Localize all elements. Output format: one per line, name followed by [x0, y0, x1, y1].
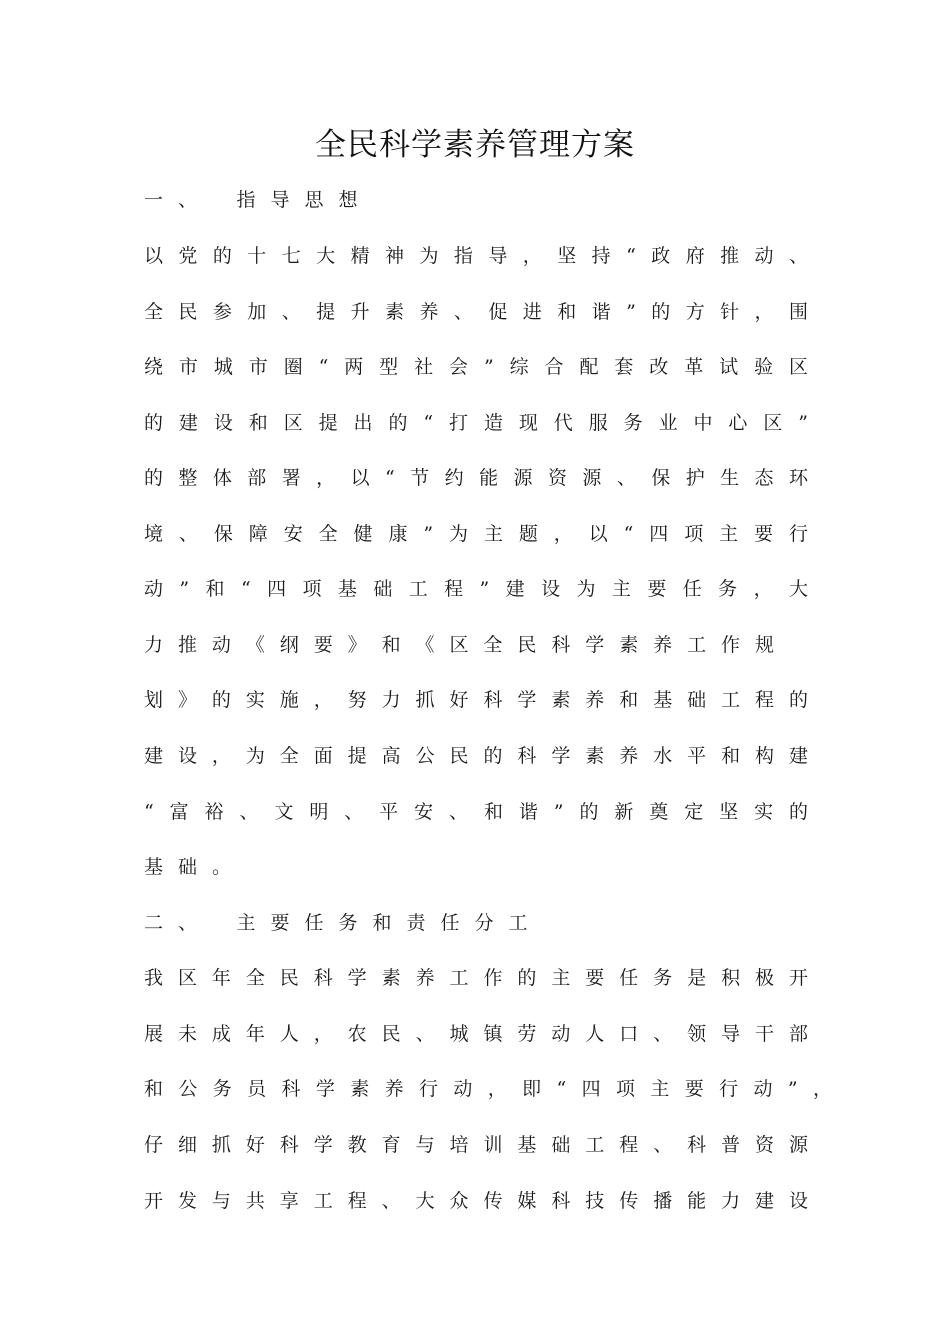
section-heading-1: 一、 指导思想 — [144, 189, 373, 211]
paragraph-line: 以党的十七大精神为指导，坚持“政府推动、 — [144, 245, 808, 267]
paragraph-line: 划》的实施，努力抓好科学素养和基础工程的 — [144, 689, 808, 711]
paragraph-line: 的建设和区提出的“打造现代服务业中心区” — [144, 412, 808, 434]
paragraph-line: “富裕、文明、平安、和谐”的新奠定坚实的 — [144, 801, 808, 823]
paragraph-line: 展未成年人，农民、城镇劳动人口、领导干部 — [144, 1023, 808, 1045]
paragraph-line: 境、保障安全健康”为主题，以“四项主要行 — [144, 523, 808, 545]
paragraph-line: 动”和“四项基础工程”建设为主要任务，大 — [144, 578, 808, 600]
document-title: 全民科学素养管理方案 — [315, 127, 635, 163]
paragraph-line: 和公务员科学素养行动，即“四项主要行动”， — [144, 1078, 832, 1100]
paragraph-line: 绕市城市圈“两型社会”综合配套改革试验区 — [144, 356, 808, 378]
paragraph-line: 开发与共享工程、大众传媒科技传播能力建设 — [144, 1190, 808, 1212]
paragraph-line: 仔细抓好科学教育与培训基础工程、科普资源 — [144, 1134, 808, 1156]
paragraph-line: 基础。 — [144, 856, 247, 878]
paragraph-line: 全民参加、提升素养、促进和谐”的方针，围 — [144, 301, 808, 323]
section-heading-2: 二、 主要任务和责任分工 — [144, 912, 543, 934]
paragraph-line: 的整体部署，以“节约能源资源、保护生态环 — [144, 467, 808, 489]
paragraph-line: 力推动《纲要》和《区全民科学素养工作规 — [144, 634, 774, 656]
paragraph-line: 建设，为全面提高公民的科学素养水平和构建 — [144, 745, 808, 767]
paragraph-line: 我区年全民科学素养工作的主要任务是积极开 — [144, 967, 808, 989]
